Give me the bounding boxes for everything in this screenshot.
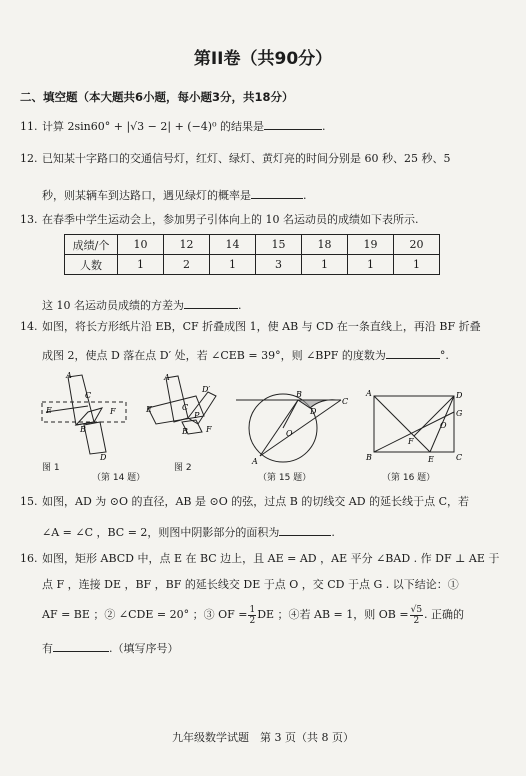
radius-ob [283,400,298,428]
table-cell: 1 [348,255,394,275]
question-text: 成图 2，使点 D 落在点 D′ 处，若 ∠CEB = 39°，则 ∠BPF 的度数为 [42,349,386,362]
question-text: 如图，AD 为 ⊙O 的直径，AB 是 ⊙O 的弦，过点 B 的切线交 AD 的延长线于点 C，若 [42,495,469,508]
question-number: 13. [20,213,38,226]
score-table [64,234,440,275]
question-14-line1 [20,320,481,334]
point-label: A [252,457,258,466]
figure-caption: （第 16 题） [382,473,436,483]
question-16-line2 [42,578,459,592]
table-cell: 10 [118,235,164,255]
point-label: F [206,425,212,434]
point-label: D [310,407,317,416]
figure-caption: （第 15 题） [258,473,312,483]
question-14-line2: 成图 2，使点 D 落在点 D′ 处，若 ∠CEB = 39°，则 ∠BPF 的度数为 °. [42,349,449,362]
table-cell: 1 [210,255,256,275]
point-label: B [296,390,302,399]
question-text: ∠A = ∠C ，BC = 2，则图中阴影部分的面积为 [42,526,280,539]
point-label: P [194,411,200,420]
shaded-region [298,400,336,408]
table-cell: 3 [256,255,302,275]
answer-blank[interactable] [386,347,440,359]
segment-df [414,396,454,436]
table-cell: 1 [118,255,164,275]
question-text: 在春季中学生运动会上，参加男子引体向上的 10 名运动员的成绩如下表所示. [42,213,419,226]
point-label: C [342,397,349,406]
figure-caption: 图 2 [174,463,192,473]
figures-row [36,372,466,482]
table-cell: 19 [348,235,394,255]
question-number: 11. [20,120,38,133]
table-cell: 15 [256,235,302,255]
table-cell: 2 [164,255,210,275]
question-12-line2: 秒，则某辆车到达路口，遇见绿灯的概率是 . [42,189,307,202]
question-12-line1 [20,152,450,166]
question-11: 11. 计算 2sin60° + |√3 − 2| + (−4)⁰ 的结果是 . [20,120,326,133]
table-header-cell: 人数 [65,255,118,275]
folded-strip-top [68,375,94,425]
point-label: O [286,429,293,438]
question-13-intro [20,213,418,227]
point-label: B [366,453,372,462]
line-ac [260,400,341,456]
page-title: 第II卷（共90分） [193,49,333,69]
question-text: 如图，将长方形纸片沿 EB，CF 折叠成图 1，使 AB 与 CD 在一条直线上，再沿 BF 折叠 [42,320,481,333]
question-16-line4: 有 .（填写序号） [42,642,179,655]
table-cell: 1 [302,255,348,275]
point-label: C [456,453,463,462]
fold-line [46,406,88,412]
table-cell: 12 [164,235,210,255]
point-label: D [456,391,463,400]
fraction-root5-half: $\frac{√5}{2}$ [410,604,423,626]
question-text: 如图，矩形 ABCD 中，点 E 在 BC 边上，且 AE = AD ，AE 平分 ∠BAD . 作 DF ⊥ AE 于 [42,552,500,565]
question-text: 计算 2sin60° + |√3 − 2| + (−4)⁰ 的结果是 [42,120,264,133]
folded-strip-bottom [84,422,106,454]
point-label: C [182,403,189,412]
point-label: F [110,407,116,416]
question-text: 已知某十字路口的交通信号灯，红灯、绿灯、黄灯亮的时间分别是 60 秒、25 秒、5 [42,152,451,165]
question-number: 15. [20,495,38,508]
figure-15 [236,394,341,462]
table-header-cell: 成绩/个 [65,235,118,255]
figure-caption: 图 1 [42,463,60,473]
answer-blank[interactable] [251,187,303,199]
point-label: F [408,437,414,446]
point-label: G [456,409,463,418]
question-15-line1 [20,495,469,509]
question-text: 秒，则某辆车到达路口，遇见绿灯的概率是 [42,189,251,202]
table-cell: 18 [302,235,348,255]
question-text: 点 F ，连接 DE ，BF ，BF 的延长线交 DE 于点 O ，交 CD 于点 G . 以下结论：① [42,578,459,591]
chord-ab [260,400,298,456]
point-label: A [164,373,170,382]
answer-blank[interactable] [53,640,109,652]
point-label: D′ [202,385,211,394]
answer-blank[interactable] [184,297,238,309]
table-cell: 20 [394,235,440,255]
point-label: A [66,372,72,380]
question-15-line2: ∠A = ∠C ，BC = 2，则图中阴影部分的面积为 . [42,526,335,539]
segment-bg [374,412,454,452]
table-cell: 14 [210,235,256,255]
point-label: B [80,425,86,434]
fraction-one-half: $\frac{1}{2}$ [249,604,256,626]
point-label: E [146,405,152,414]
figure-caption: （第 14 题） [92,473,146,483]
section-heading: 二、填空题（本大题共6小题，每小题3分，共18分） [20,90,294,104]
answer-blank[interactable] [279,524,331,536]
page-footer: 九年级数学试题 第 3 页（共 8 页） [172,731,354,744]
table-row [65,235,440,255]
point-label: D [100,453,107,462]
table-cell: 1 [394,255,440,275]
question-number: 16. [20,552,38,565]
question-16-line3: AF = BE ；② ∠CDE = 20° ；③ OF = $\frac{1}{2}$ DE ；④若 AB = 1，则 OB = $\frac{√5}{2}$ . 正确的 [42,604,465,626]
question-text: 这 10 名运动员成绩的方差为 [42,299,184,312]
segment-ae [374,396,430,452]
point-label: E [46,406,52,415]
point-label: A [366,389,372,398]
question-13-after: 这 10 名运动员成绩的方差为 . [42,299,242,312]
question-number: 12. [20,152,38,165]
answer-blank[interactable] [264,118,322,130]
question-number: 14. [20,320,38,333]
question-16-line1 [20,552,499,566]
point-label: O [440,421,447,430]
point-label: C [85,391,92,400]
table-row [65,255,440,275]
geometry-figures [36,372,466,482]
point-label: E [428,455,434,464]
point-label: B [182,427,188,436]
